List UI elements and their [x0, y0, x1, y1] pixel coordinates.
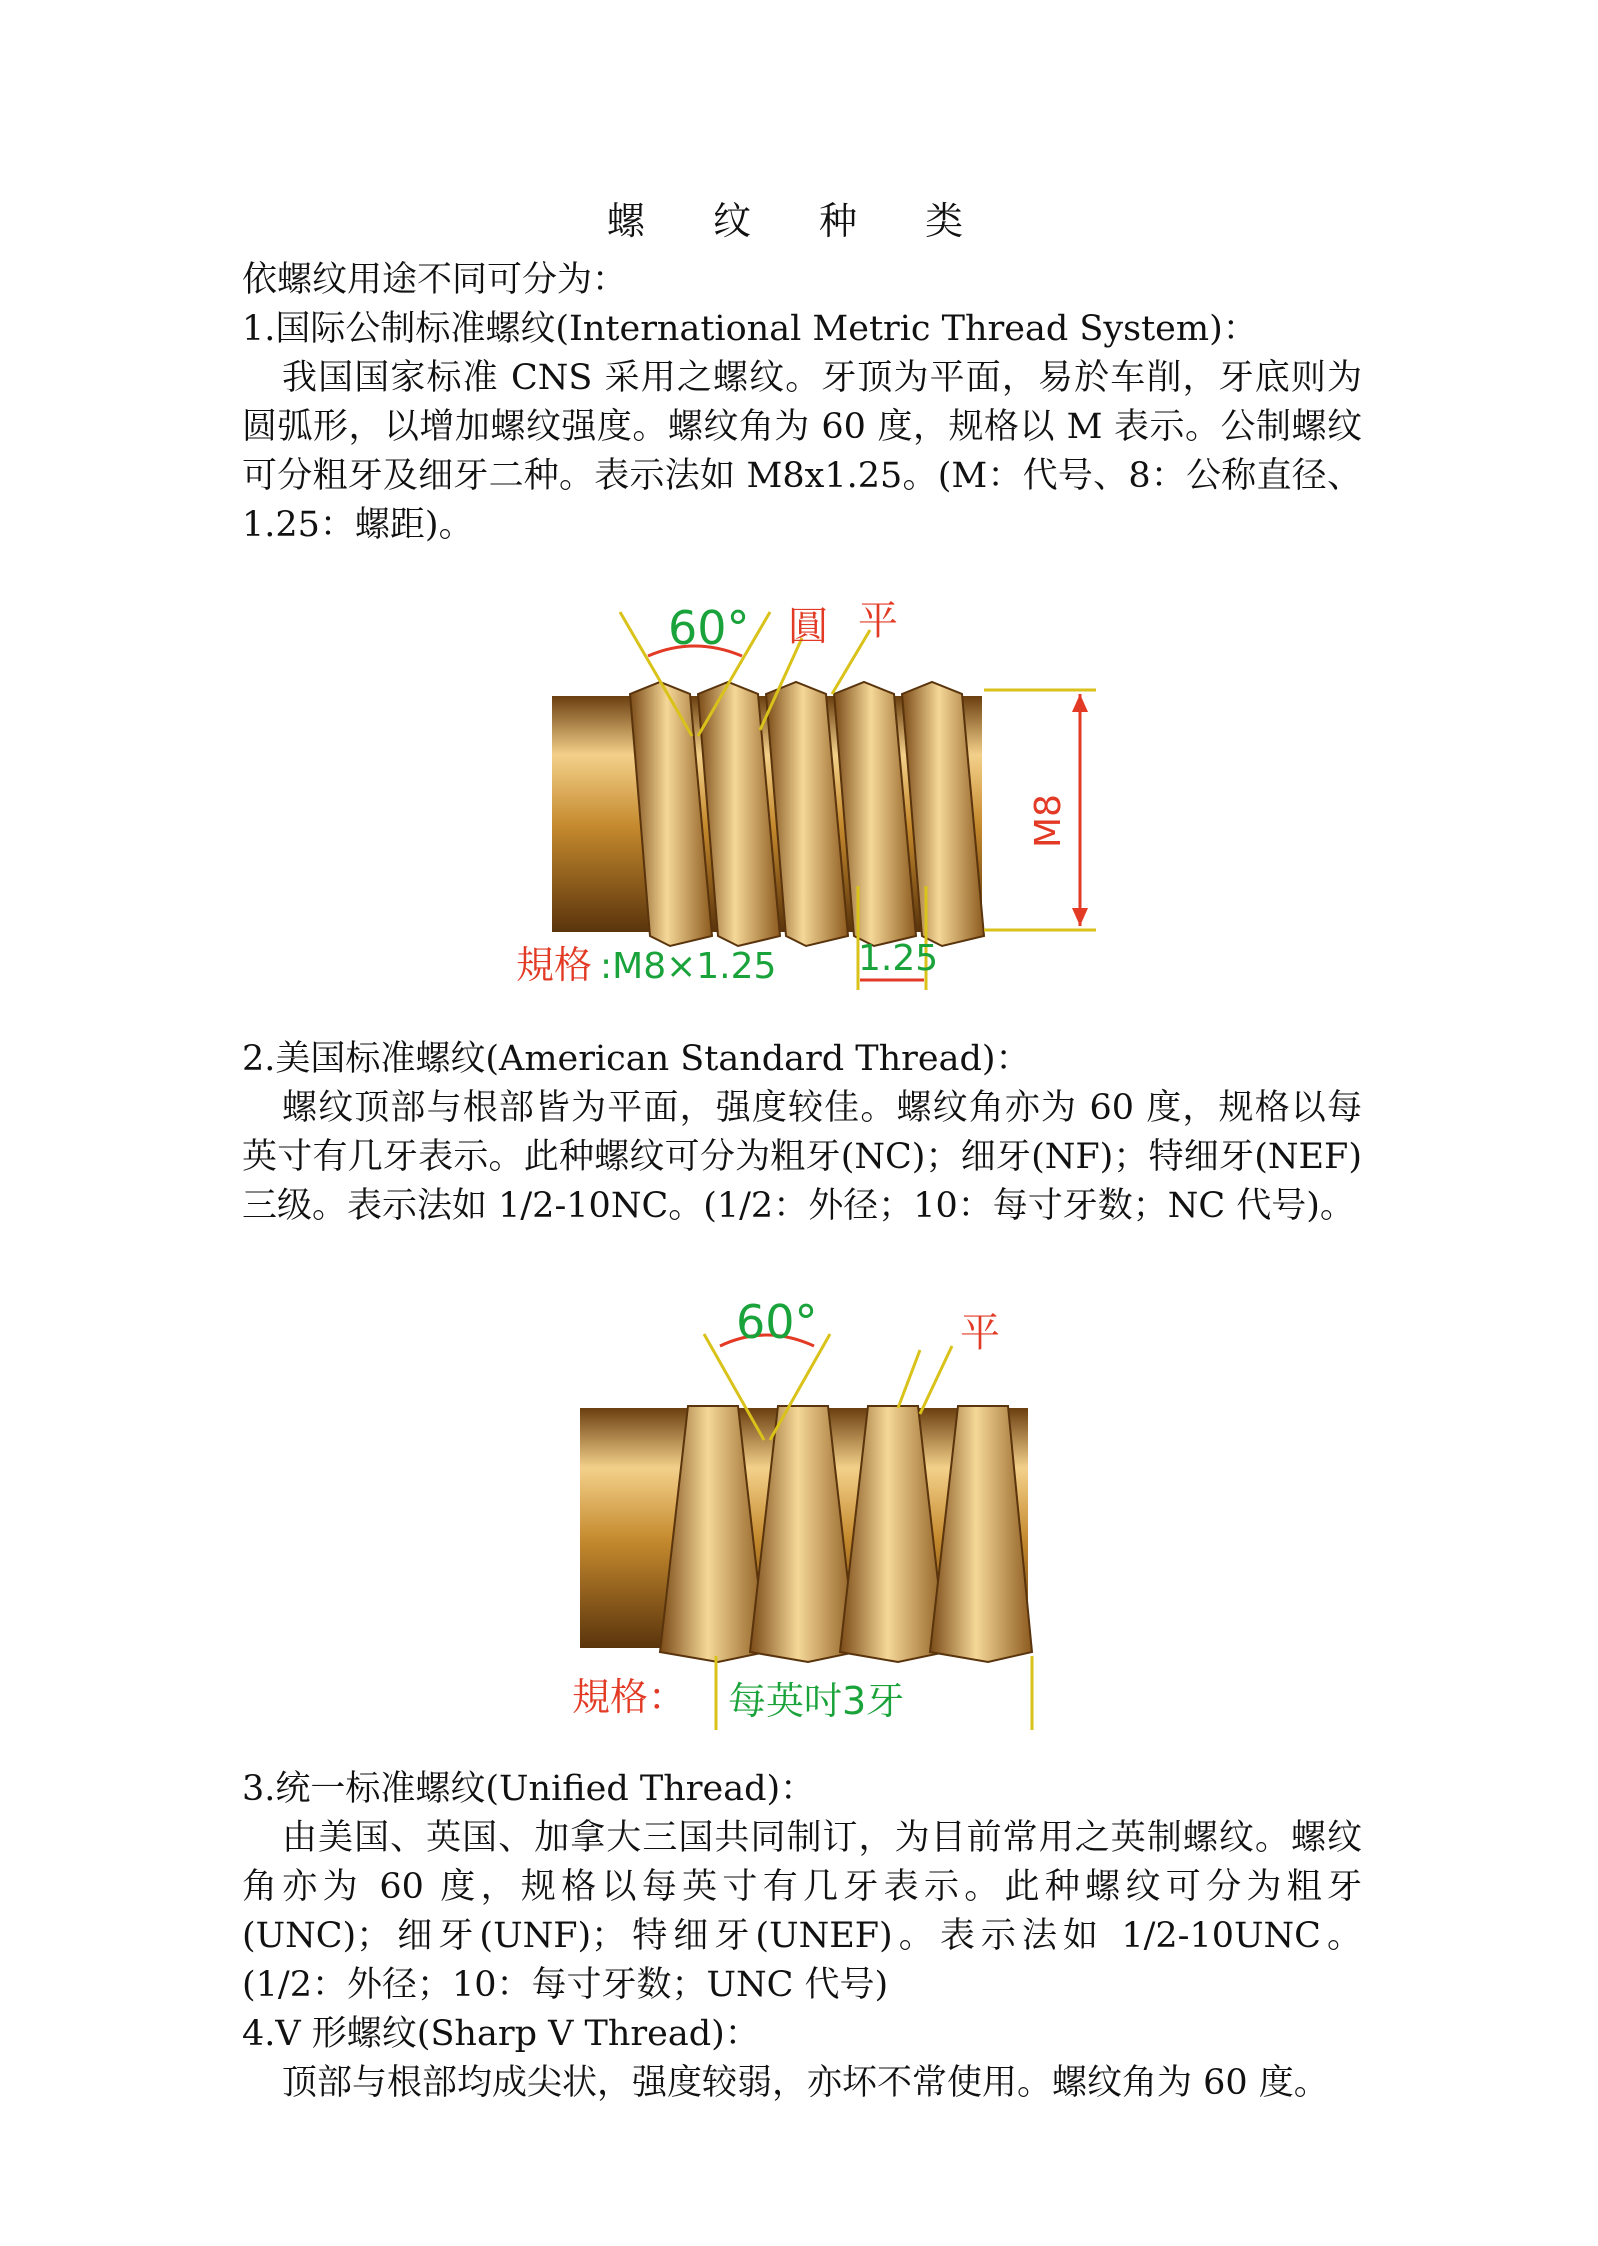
- metric-crest-label: 平: [858, 598, 898, 644]
- section-4-body: 顶部与根部均成尖状，强度较弱，亦坏不常使用。螺纹角为 60 度。: [282, 2063, 1329, 2103]
- section-2-heading: 2.美国标准螺纹(American Standard Thread)：: [242, 1039, 1031, 1079]
- metric-diameter-label: M8: [1028, 794, 1069, 848]
- section-2-body: 螺纹顶部与根部皆为平面，强度较佳。螺纹角亦为 60 度，规格以每英寸有几牙表示。此种螺纹可分为粗牙(NC)；细牙(NF)；特细牙(NEF)三级。表示法如 1/2-10NC。(1/2：外径；10：每寸牙数；NC 代号)。: [242, 1088, 1362, 1226]
- section-1-body: 我国国家标准 CNS 采用之螺纹。牙顶为平面，易於车削，牙底则为圆弧形，以增加螺纹强度。螺纹角为 60 度，规格以 M 表示。公制螺纹可分粗牙及细牙二种。表示法如 M8x1.25。(M：代号、8：公称直径、1.25：螺距)。: [242, 358, 1362, 545]
- intro-text: 依螺纹用途不同可分为：: [242, 260, 628, 300]
- metric-root-label: 圓: [788, 604, 828, 650]
- american-spec-value: 每英吋3牙: [728, 1679, 905, 1723]
- section-3-heading: 3.统一标准螺纹(Unified Thread)：: [242, 1769, 816, 1809]
- page-title: 螺 纹 种 类: [606, 199, 992, 243]
- american-spec-label: 規格：: [572, 1675, 687, 1719]
- american-angle-label: 60°: [736, 1295, 818, 1349]
- section-1-heading: 1.国际公制标准螺纹(International Metric Thread System)：: [242, 309, 1258, 349]
- metric-thread-teeth: [610, 682, 984, 946]
- american-thread-figure: [520, 1290, 1160, 1760]
- metric-spec-value: :M8×1.25: [600, 946, 777, 987]
- metric-spec-label: 規格: [516, 943, 593, 987]
- metric-thread-figure: [480, 560, 1140, 1040]
- section-3-body: 由美国、英国、加拿大三国共同制订，为目前常用之英制螺纹。螺纹角亦为 60 度，规格以每英寸有几牙表示。此种螺纹可分为粗牙(UNC)；细牙(UNF)；特细牙(UNEF)。表示法如 1/2-10UNC。(1/2：外径；10：每寸牙数；UNC 代号): [242, 1818, 1362, 2005]
- american-crest-label: 平: [960, 1310, 1000, 1356]
- section-4-heading: 4.V 形螺纹(Sharp V Thread)：: [242, 2014, 760, 2054]
- metric-angle-label: 60°: [668, 601, 750, 655]
- metric-pitch-label: 1.25: [858, 938, 939, 979]
